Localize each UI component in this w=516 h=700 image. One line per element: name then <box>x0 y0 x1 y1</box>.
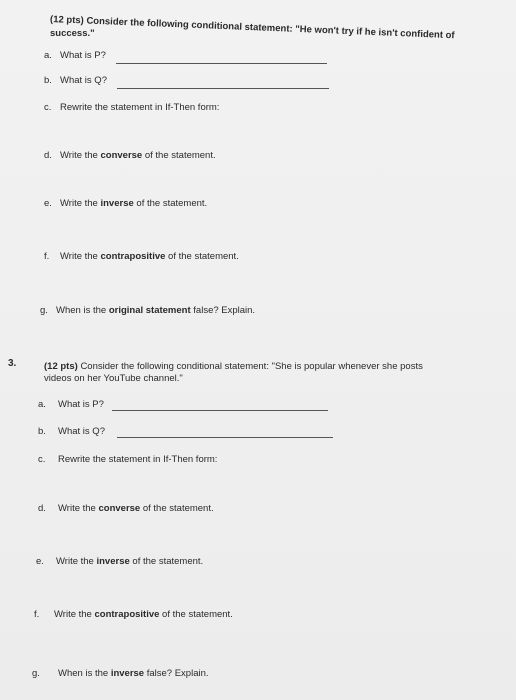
q2-points: (12 pts) <box>49 14 85 27</box>
q3-item-c: c. Rewrite the statement in If-Then form: <box>38 454 218 465</box>
q2-answer-line-a[interactable] <box>116 63 327 64</box>
q3-item-g: g. When is the inverse false? Explain. <box>32 668 209 679</box>
q2-item-c: c. Rewrite the statement in If-Then form: <box>44 102 220 113</box>
q3-item-d: d. Write the converse of the statement. <box>38 503 214 514</box>
q3-answer-line-b[interactable] <box>117 437 333 438</box>
q2-item-d: d. Write the converse of the statement. <box>44 150 216 161</box>
q3-statement: Consider the following conditional statement: "She is popular whenever she posts <box>80 361 423 372</box>
q2-intro-cont: success." <box>50 28 95 39</box>
q3-number: 3. <box>8 358 17 369</box>
q2-item-b: b. What is Q? <box>44 75 107 86</box>
q3-answer-line-a[interactable] <box>112 410 328 411</box>
q3-item-e: e. Write the inverse of the statement. <box>36 556 204 567</box>
q3-item-b: b. What is Q? <box>38 426 105 437</box>
q2-intro <box>50 14 455 42</box>
q3-points: (12 pts) <box>44 361 78 372</box>
q2-answer-line-b[interactable] <box>117 88 329 89</box>
q3-intro <box>44 361 423 373</box>
q2-item-e: e. Write the inverse of the statement. <box>44 198 208 209</box>
q3-item-a: a. What is P? <box>38 399 104 410</box>
q2-item-g: g. When is the original statement false? Explain. <box>40 305 256 316</box>
q2-item-f: f. Write the contrapositive of the statement. <box>44 251 239 262</box>
q3-item-f: f. Write the contrapositive of the statement. <box>34 609 233 620</box>
q2-statement: Consider the following conditional statement: "He won't try if he isn't confident of <box>86 15 455 42</box>
q3-intro-cont: videos on her YouTube channel." <box>44 373 183 384</box>
q2-item-a: a. What is P? <box>44 50 106 61</box>
